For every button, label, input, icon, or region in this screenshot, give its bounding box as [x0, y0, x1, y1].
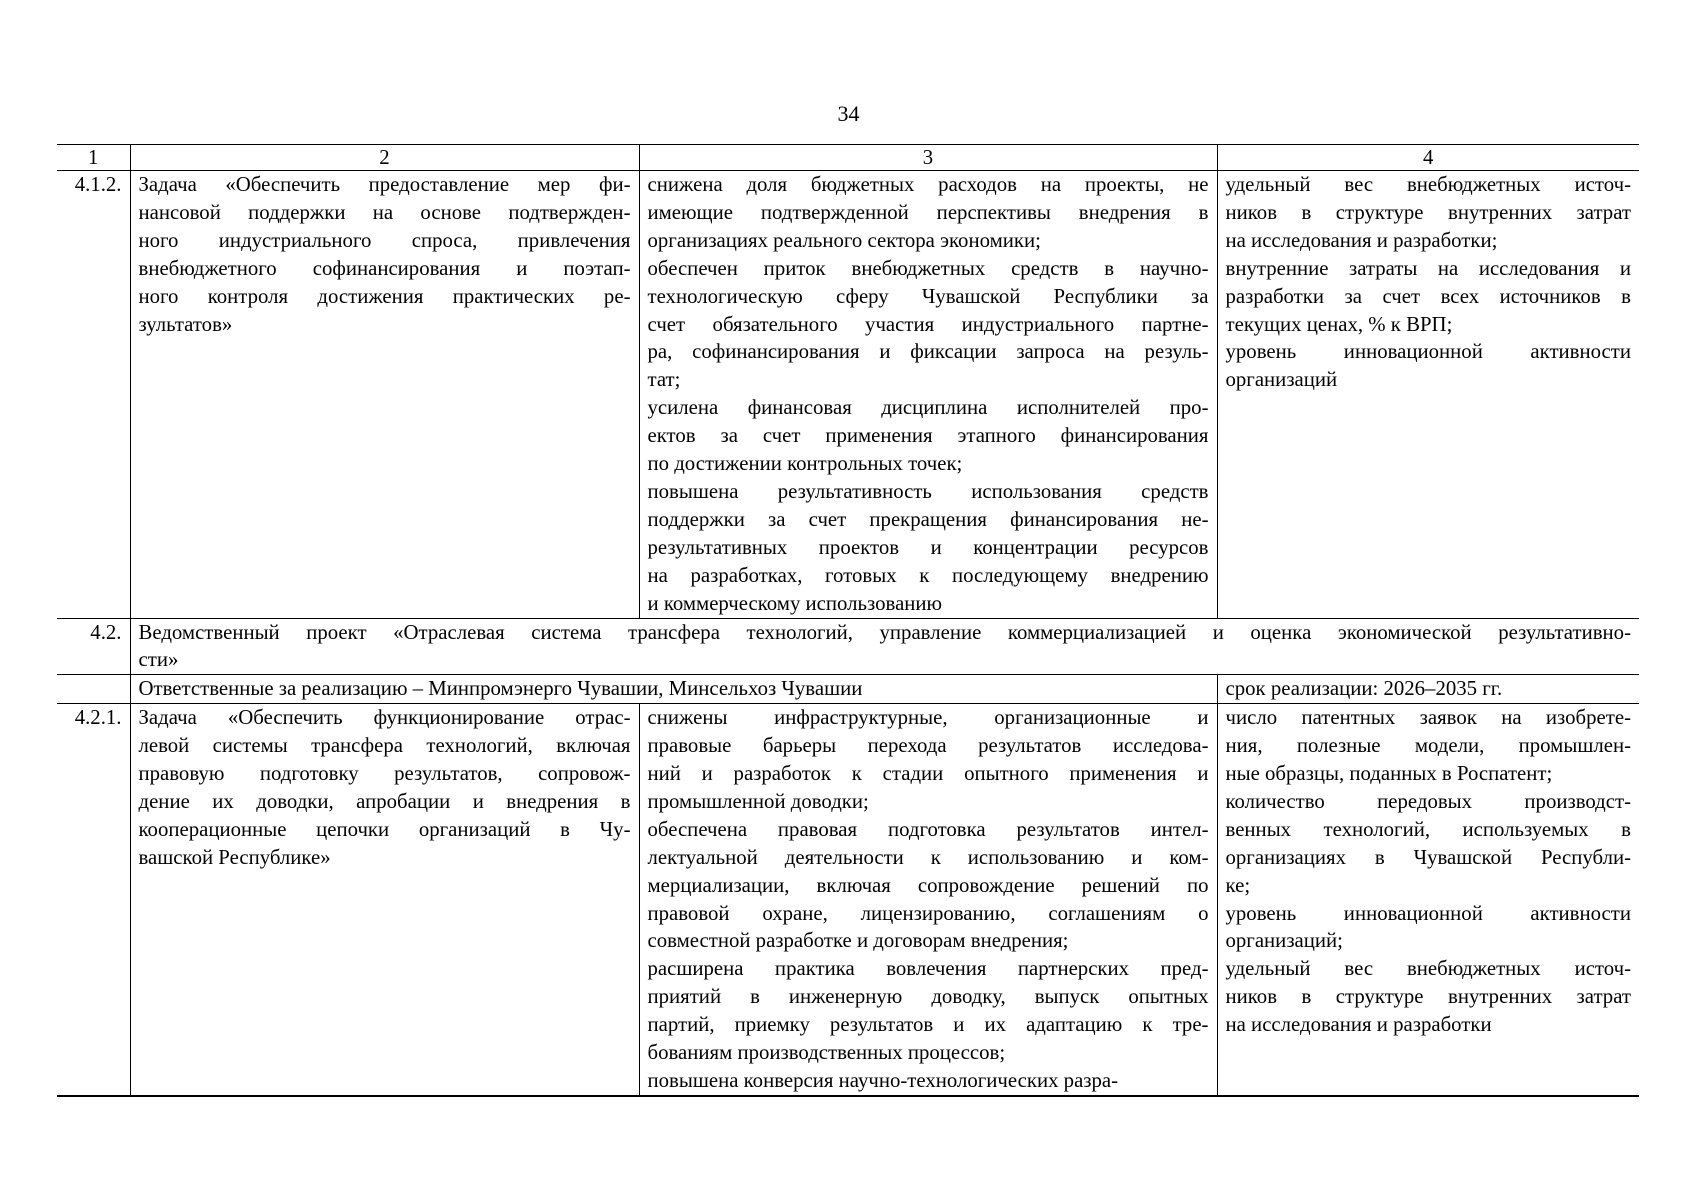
project-title-cell — [130, 618, 1639, 675]
text-line: Задача «Обеспечить функционирование отрас- — [138, 706, 631, 730]
text-line: дение их доводки, апробации и внедрения в — [138, 789, 631, 813]
text-line: ные образцы, поданных в Роспатент; — [1225, 762, 1553, 786]
text-line: текущих ценах, % к ВРП; — [1225, 312, 1453, 336]
row-number: 4.2. — [57, 618, 130, 675]
text-line: совместной разработке и договорам внедрения; — [647, 929, 1069, 953]
text-line: правовые барьеры перехода результатов исследова- — [647, 734, 1209, 758]
table-row-4-2-1 — [57, 704, 1639, 1096]
text-line: снижены инфраструктурные, организационные и — [647, 706, 1209, 730]
text-line: удельный вес внебюджетных источ- — [1225, 173, 1631, 196]
text-line: организаций; — [1225, 929, 1343, 953]
task-cell — [130, 171, 639, 619]
indicators-cell — [1217, 704, 1639, 1096]
text-line: ников в структуре внутренних затрат — [1225, 200, 1631, 224]
table-row-responsible — [57, 675, 1639, 704]
text-line: обеспечен приток внебюджетных средств в научно- — [647, 256, 1209, 280]
text-line: усилена финансовая дисциплина исполнителей про- — [647, 396, 1209, 420]
text-line: уровень инновационной активности — [1225, 340, 1631, 364]
term-cell: срок реализации: 2026–2035 гг. — [1217, 675, 1639, 704]
text-line: организаций — [1225, 368, 1338, 392]
indicators-cell — [1217, 171, 1639, 619]
text-line: и коммерческому использованию — [647, 591, 943, 615]
task-cell — [130, 704, 639, 1096]
text-line: уровень инновационной активности — [1225, 901, 1631, 925]
text-line: по достижении контрольных точек; — [647, 452, 963, 476]
text-line: правовой охране, лицензированию, соглашениям о — [647, 901, 1209, 925]
row-number: 4.2.1. — [57, 704, 130, 1096]
text-line: Задача «Обеспечить предоставление мер фи- — [138, 173, 631, 196]
text-line: снижена доля бюджетных расходов на проекты, не — [647, 173, 1209, 196]
text-line: кооперационные цепочки организаций в Чу- — [138, 817, 631, 841]
table-row-4-1-2 — [57, 171, 1639, 619]
text-line: приятий в инженерную доводку, выпуск опытных — [647, 985, 1209, 1009]
text-line: Ведомственный проект «Отраслевая система трансфера технологий, управление коммерциализацией и оценка экономической результативно- — [138, 620, 1631, 644]
text-line: технологическую сферу Чувашской Республики за — [647, 284, 1209, 308]
column-header-1: 1 — [57, 145, 130, 171]
text-line: количество передовых производст- — [1225, 789, 1631, 813]
text-line: ра, софинансирования и фиксации запроса на резуль- — [647, 340, 1209, 364]
text-line: расширена практика вовлечения партнерских пред- — [647, 957, 1209, 981]
text-line: организациях реального сектора экономики; — [647, 228, 1041, 252]
text-line: счет обязательного участия индустриального партне- — [647, 312, 1209, 336]
text-line: венных технологий, используемых в — [1225, 817, 1631, 841]
text-line: промышленной доводки; — [647, 789, 869, 813]
text-line: вашской Республике» — [138, 845, 331, 869]
text-line: обеспечена правовая подготовка результатов интел- — [647, 817, 1209, 841]
results-cell — [639, 704, 1217, 1096]
row-number: 4.1.2. — [57, 171, 130, 619]
measures-table — [57, 144, 1639, 1097]
column-header-3: 3 — [639, 145, 1217, 171]
text-line: тат; — [647, 368, 681, 392]
text-line: поддержки за счет прекращения финансирования не- — [647, 507, 1209, 531]
text-line: ектов за счет применения этапного финансирования — [647, 424, 1209, 448]
page-number: 34 — [837, 101, 860, 126]
text-line: организациях в Чувашской Республи- — [1225, 845, 1631, 869]
text-line: ке; — [1225, 873, 1251, 897]
text-line: на исследования и разработки; — [1225, 228, 1498, 252]
text-line: ников в структуре внутренних затрат — [1225, 985, 1631, 1009]
text-line: удельный вес внебюджетных источ- — [1225, 957, 1631, 981]
text-line: на разработках, готовых к последующему внедрению — [647, 563, 1209, 587]
text-line: повышена конверсия научно-технологических разра- — [647, 1069, 1119, 1092]
table-header-row — [57, 145, 1639, 171]
text-line: имеющие подтвержденной перспективы внедрения в — [647, 200, 1209, 224]
text-line: левой системы трансфера технологий, включая — [138, 734, 631, 758]
text-line: зультатов» — [138, 312, 233, 336]
text-line: правовую подготовку результатов, сопровож- — [138, 762, 631, 786]
text-line: ний и разработок к стадии опытного применения и — [647, 762, 1209, 786]
text-line: ного индустриального спроса, привлечения — [138, 228, 631, 252]
text-line: бованиям производственных процессов; — [647, 1041, 1006, 1065]
text-line: сти» — [138, 648, 179, 672]
column-header-4: 4 — [1217, 145, 1639, 171]
text-line: число патентных заявок на изобрете- — [1225, 706, 1631, 730]
text-line: ния, полезные модели, промышлен- — [1225, 734, 1631, 758]
table-row-4-2 — [57, 618, 1639, 675]
text-line: мерциализации, включая сопровождение решений по — [647, 873, 1209, 897]
text-line: лектуальной деятельности к использованию и ком- — [647, 845, 1209, 869]
text-line: на исследования и разработки — [1225, 1013, 1492, 1037]
empty-number-cell — [57, 675, 130, 704]
text-line: результативных проектов и концентрации ресурсов — [647, 535, 1209, 559]
column-header-2: 2 — [130, 145, 639, 171]
text-line: нансовой поддержки на основе подтвержден- — [138, 200, 631, 224]
responsible-cell: Ответственные за реализацию – Минпромэнерго Чувашии, Минсельхоз Чувашии — [130, 675, 1217, 704]
text-line: повышена результативность использования средств — [647, 479, 1209, 503]
text-line: внебюджетного софинансирования и поэтап- — [138, 256, 631, 280]
text-line: разработки за счет всех источников в — [1225, 284, 1631, 308]
results-cell — [639, 171, 1217, 619]
text-line: ного контроля достижения практических ре- — [138, 284, 631, 308]
text-line: партий, приемку результатов и их адаптацию к тре- — [647, 1013, 1209, 1037]
text-line: внутренние затраты на исследования и — [1225, 256, 1631, 280]
